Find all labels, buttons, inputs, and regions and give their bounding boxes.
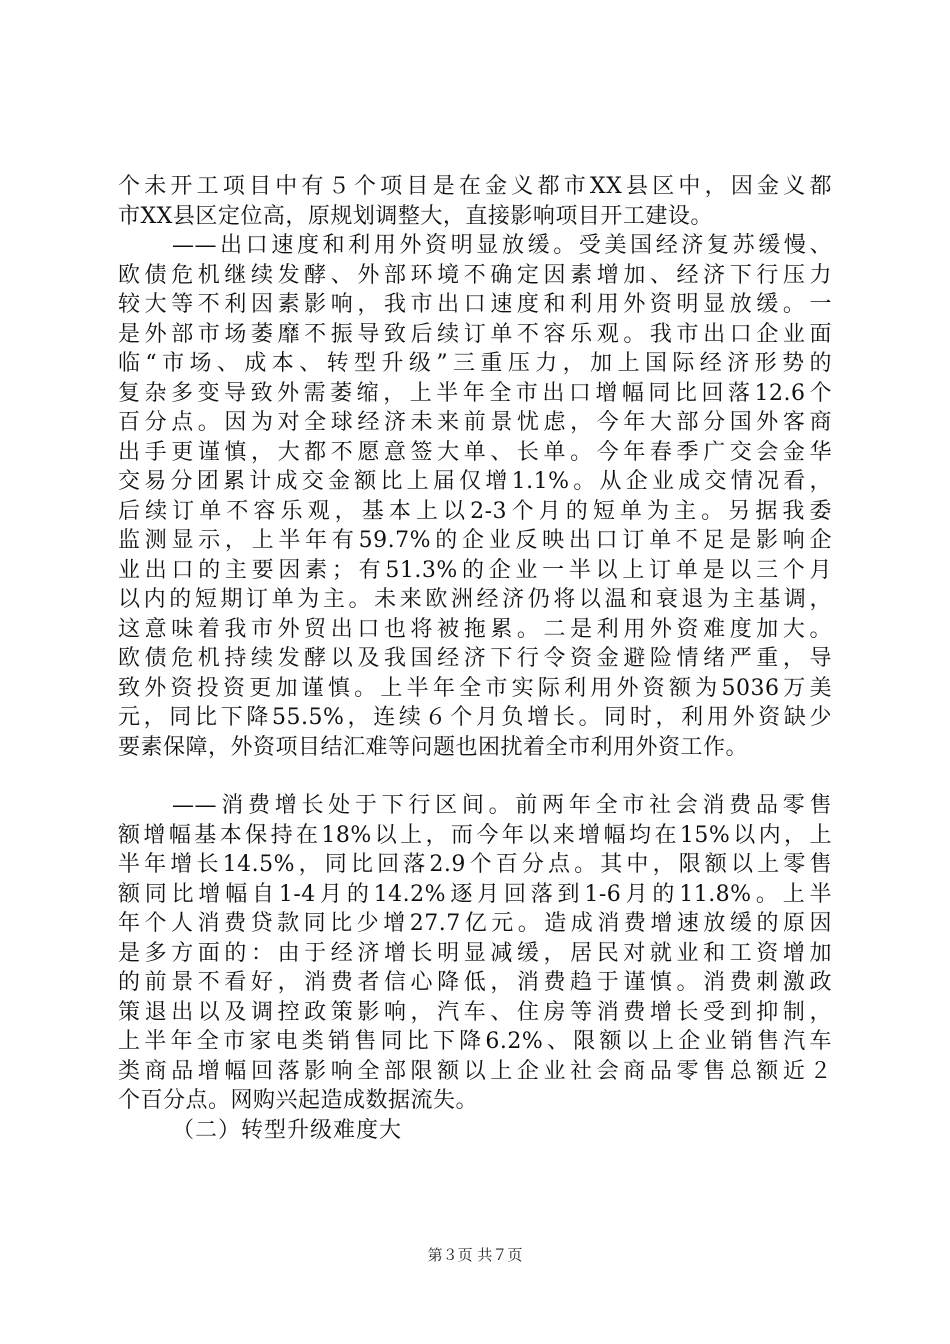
text-line: 年个人消费贷款同比少增27.7亿元。造成消费增速放缓的原因 bbox=[118, 911, 832, 936]
text-line: 出手更谨慎，大都不愿意签大单、长单。今年春季广交会金华 bbox=[118, 439, 832, 465]
text-line: 监测显示，上半年有59.7%的企业反映出口订单不足是影响企 bbox=[118, 528, 832, 553]
text-line: 个未开工项目中有５个项目是在金义都市XX县区中，因金义都 bbox=[118, 174, 832, 199]
text-line: ——出口速度和利用外资明显放缓。受美国经济复苏缓慢、 bbox=[172, 233, 832, 258]
text-line: 类商品增幅回落影响全部限额以上企业社会商品零售总额近２ bbox=[118, 1058, 832, 1084]
text-line: 元，同比下降55.5%，连续６个月负增长。同时，利用外资缺少 bbox=[118, 705, 832, 730]
text-line: 致外资投资更加谨慎。上半年全市实际利用外资额为5036万美 bbox=[118, 675, 832, 701]
text-line: 额增幅基本保持在18%以上，而今年以来增幅均在15%以内，上 bbox=[118, 822, 832, 848]
text-line: 的前景不看好，消费者信心降低，消费趋于谨慎。消费刺激政 bbox=[118, 970, 832, 995]
text-line: 百分点。因为对全球经济未来前景忧虑，今年大部分国外客商 bbox=[118, 410, 832, 435]
text-line: 策退出以及调控政策影响，汽车、住房等消费增长受到抑制， bbox=[118, 999, 832, 1025]
text-line: 欧债危机持续发酵以及我国经济下行令资金避险情绪严重，导 bbox=[118, 646, 832, 671]
text-line: 要素保障，外资项目结汇难等问题也困扰着全市利用外资工作。 bbox=[118, 734, 749, 760]
document-body bbox=[118, 172, 832, 1145]
text-line: 欧债危机继续发酵、外部环境不确定因素增加、经济下行压力 bbox=[118, 262, 832, 288]
text-line: 以内的短期订单为主。未来欧洲经济仍将以温和衰退为主基调， bbox=[118, 587, 832, 612]
text-line: 这意味着我市外贸出口也将被拖累。二是利用外资难度加大。 bbox=[118, 616, 832, 642]
text-line: 市XX县区定位高，原规划调整大，直接影响项目开工建设。 bbox=[118, 203, 713, 229]
text-line: 个百分点。网购兴起造成数据流失。 bbox=[118, 1088, 479, 1113]
page-footer: 第３页 共７页 bbox=[427, 1246, 523, 1264]
paragraph-3 bbox=[118, 791, 832, 1116]
text-line: 复杂多变导致外需萎缩，上半年全市出口增幅同比回落12.6个 bbox=[118, 380, 832, 406]
paragraph-1 bbox=[118, 172, 832, 231]
text-line: 后续订单不容乐观，基本上以2-3个月的短单为主。另据我委 bbox=[118, 498, 832, 524]
text-line: 上半年全市家电类销售同比下降6.2%、限额以上企业销售汽车 bbox=[118, 1029, 832, 1054]
text-line: 临“市场、成本、转型升级”三重压力，加上国际经济形势的 bbox=[118, 351, 832, 376]
text-line: 业出口的主要因素；有51.3%的企业一半以上订单是以三个月 bbox=[118, 557, 832, 583]
text-line: 是多方面的：由于经济增长明显减缓，居民对就业和工资增加 bbox=[118, 940, 832, 966]
text-line: 是外部市场萎靡不振导致后续订单不容乐观。我市出口企业面 bbox=[118, 321, 832, 347]
text-line: 交易分团累计成交金额比上届仅增1.1%。从企业成交情况看， bbox=[118, 469, 832, 494]
text-line: ——消费增长处于下行区间。前两年全市社会消费品零售 bbox=[172, 793, 832, 818]
text-line: 半年增长14.5%，同比回落2.9个百分点。其中，限额以上零售 bbox=[118, 852, 832, 877]
paragraph-2 bbox=[118, 231, 832, 762]
paragraph-spacer bbox=[118, 762, 832, 791]
section-heading: （二）转型升级难度大 bbox=[172, 1117, 403, 1143]
text-line: 较大等不利因素影响，我市出口速度和利用外资明显放缓。一 bbox=[118, 292, 832, 317]
text-line: 额同比增幅自1-4月的14.2%逐月回落到1-6月的11.8%。上半 bbox=[118, 881, 832, 907]
